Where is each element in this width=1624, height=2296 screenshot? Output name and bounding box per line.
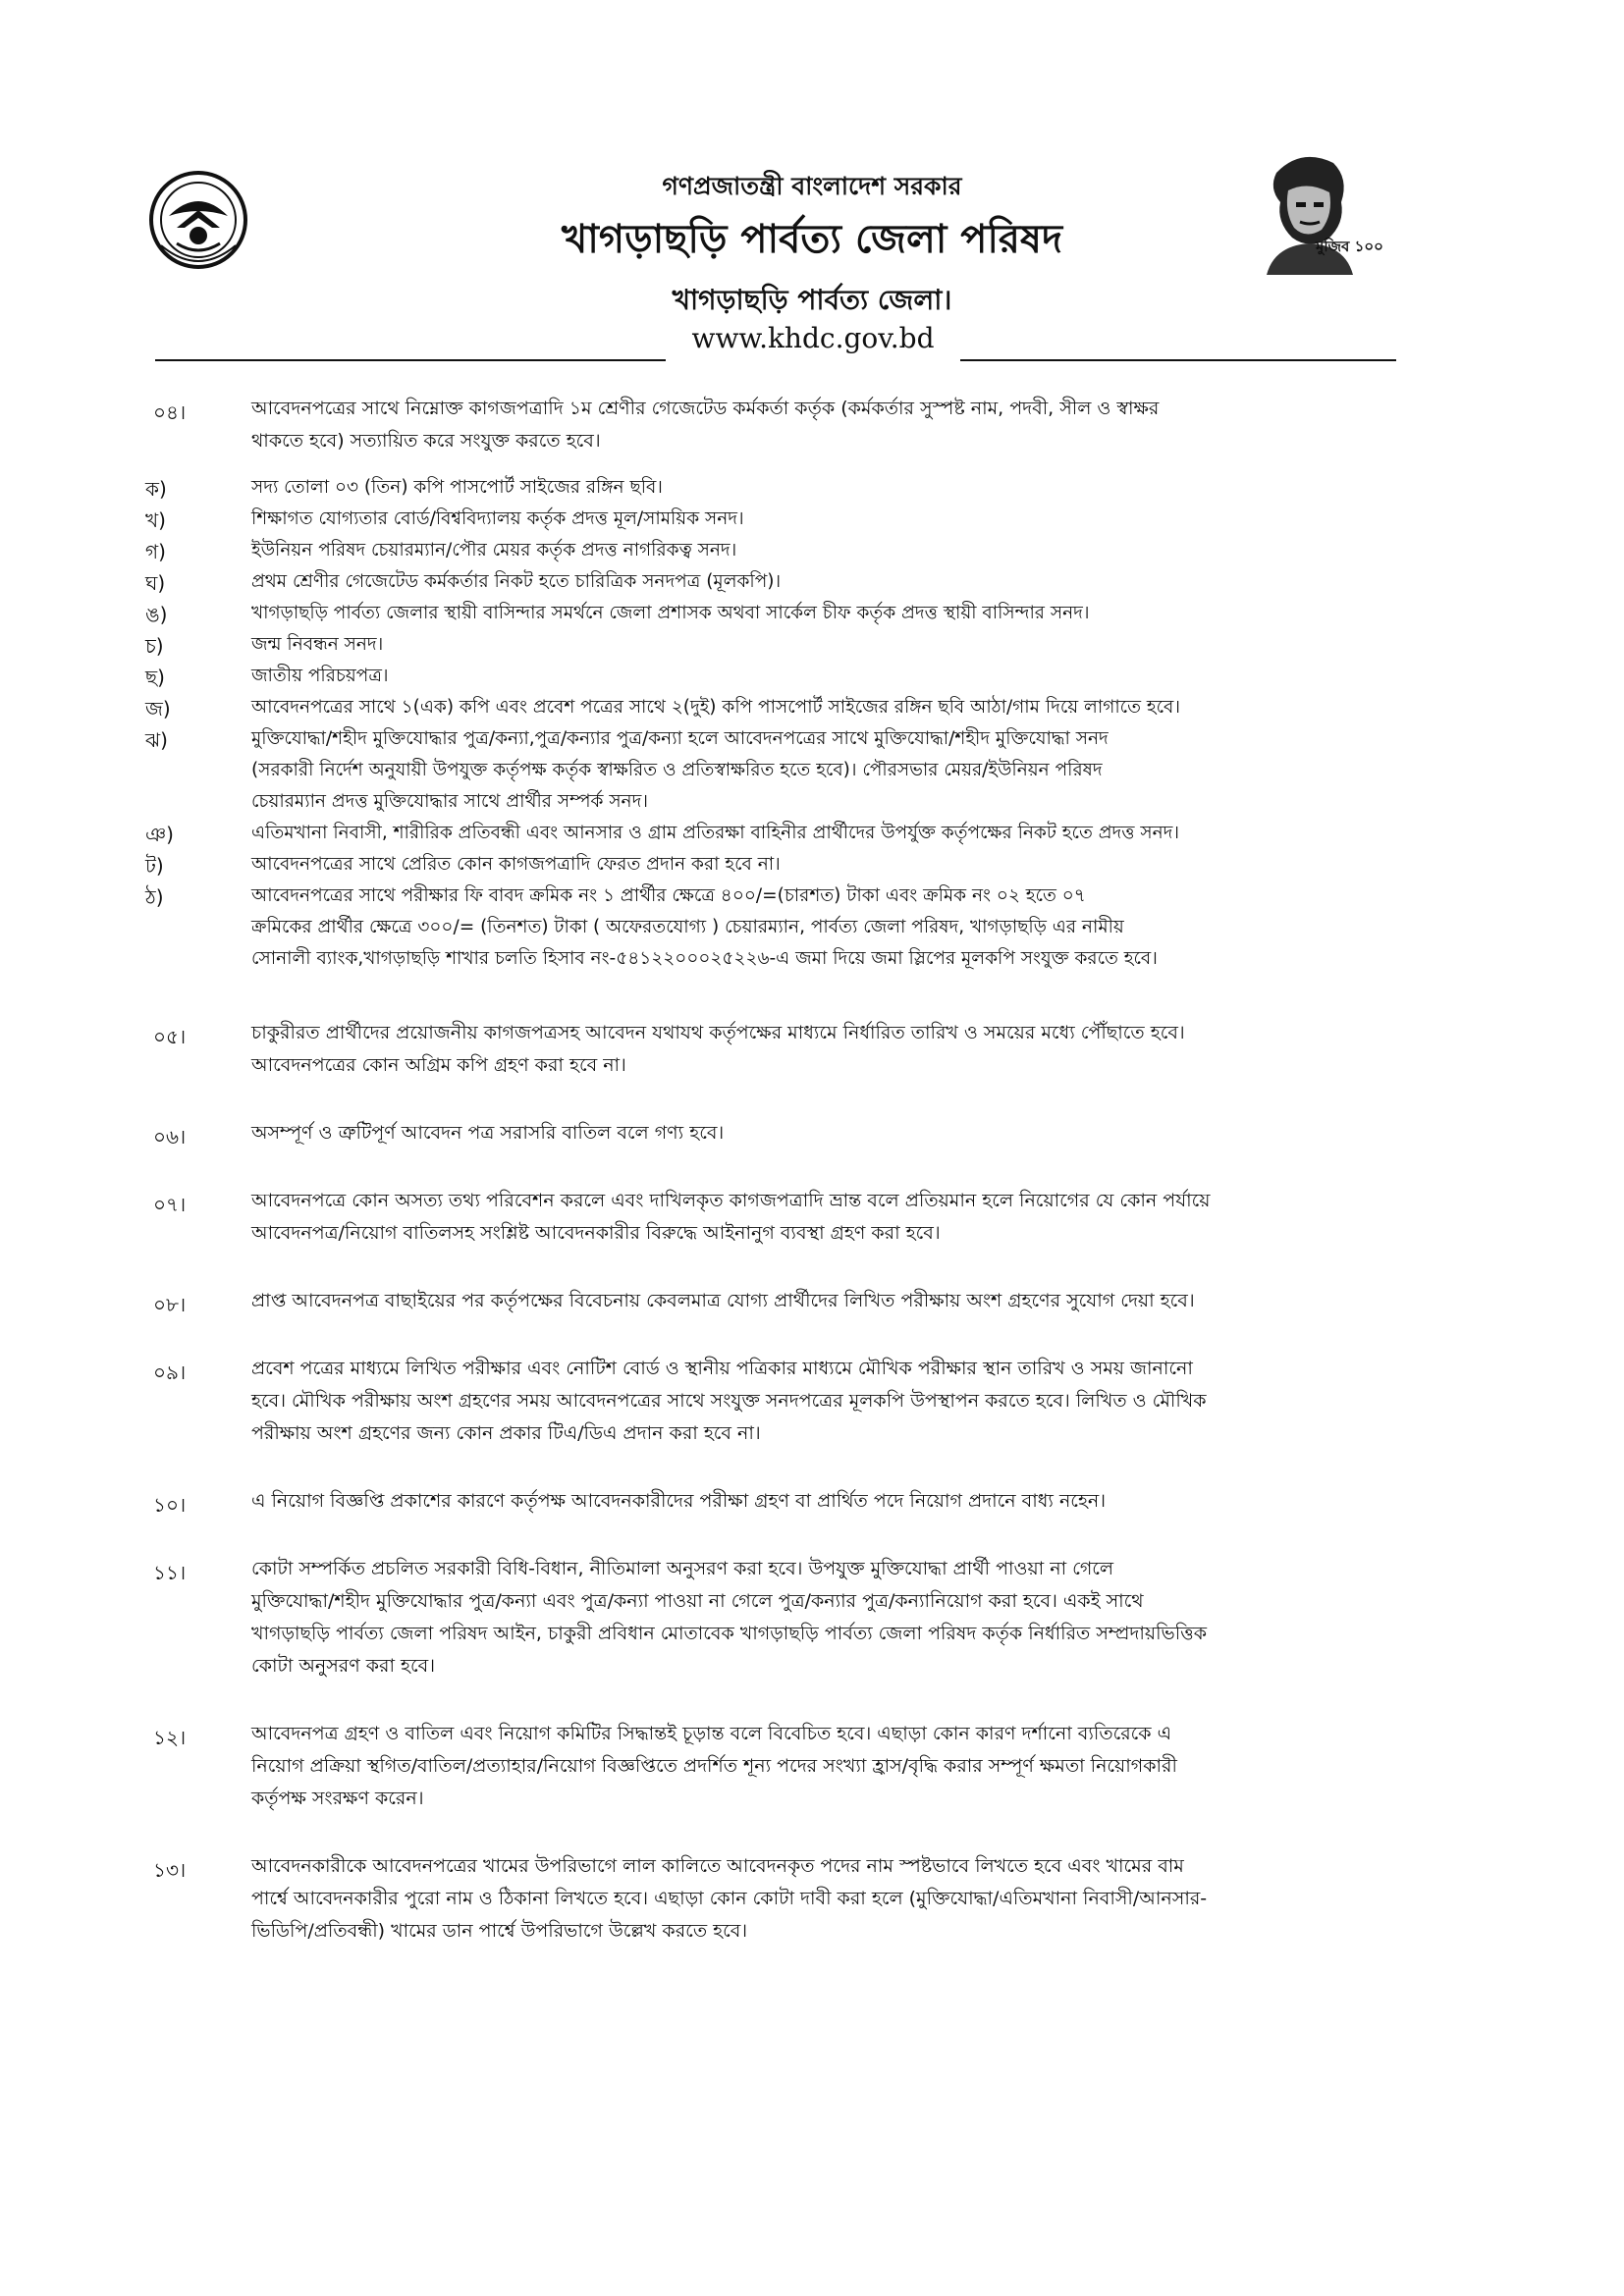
section-text-line: আবেদনপত্র গ্রহণ ও বাতিল এবং নিয়োগ কমিটির সিদ্ধান্তই চূড়ান্ত বলে বিবেচিত হবে। এছাড়া কোন কারণ দর্শানো ব্যতিরেকে এ bbox=[251, 1723, 1172, 1744]
list-item-text-line: ক্রমিকের প্রার্থীর ক্ষেত্রে ৩০০/= (তিনশত) টাকা ( অফেরতযোগ্য ) চেয়ারম্যান, পার্বত্য জেলা পরিষদ, খাগড়াছড়ি এর নামীয় bbox=[251, 917, 1124, 937]
list-item-text-line: চেয়ারম্যান প্রদত্ত মুক্তিযোদ্ধার সাথে প্রার্থীর সম্পর্ক সনদ। bbox=[251, 791, 648, 812]
list-item-text-line: জাতীয় পরিচয়পত্র। bbox=[251, 666, 389, 686]
section-number: ০৮। bbox=[153, 1293, 187, 1316]
section-text-line: আবেদনপত্র/নিয়োগ বাতিলসহ সংশ্লিষ্ট আবেদনকারীর বিরুদ্ধে আইনানুগ ব্যবস্থা গ্রহণ করা হবে। bbox=[251, 1222, 941, 1244]
section-number: ০৯। bbox=[153, 1361, 187, 1384]
section-text-line: আবেদনপত্রের কোন অগ্রিম কপি গ্রহণ করা হবে না। bbox=[251, 1054, 626, 1076]
list-item-text-line: সদ্য তোলা ০৩ (তিন) কপি পাসপোর্ট সাইজের রঙ্গিন ছবি। bbox=[251, 477, 663, 498]
letterhead bbox=[0, 0, 1624, 373]
section-text-line: হবে। মৌখিক পরীক্ষায় অংশ গ্রহণের সময় আবেদনপত্রের সাথে সংযুক্ত সনদপত্রের মূলকপি উপস্থাপন করতে হবে। লিখিত ও মৌখিক bbox=[251, 1390, 1207, 1412]
website-address: www.khdc.gov.bd bbox=[691, 322, 935, 354]
list-item-marker: ঝ) bbox=[145, 728, 168, 752]
list-item-marker: ঙ) bbox=[145, 603, 168, 626]
section-text-line: পার্শ্বে আবেদনকারীর পুরো নাম ও ঠিকানা লিখতে হবে। এছাড়া কোন কোটা দাবী করা হলে (মুক্তিযোদ্ধা/এতিমখানা নিবাসী/আনসার- bbox=[251, 1888, 1208, 1909]
section-text-line: প্রবেশ পত্রের মাধ্যমে লিখিত পরীক্ষার এবং নোটিশ বোর্ড ও স্থানীয় পত্রিকার মাধ্যমে মৌখিক পরীক্ষার স্থান তারিখ ও সময় জানানো bbox=[251, 1358, 1193, 1379]
list-item-text-line: এতিমখানা নিবাসী, শারীরিক প্রতিবন্ধী এবং আনসার ও গ্রাম প্রতিরক্ষা বাহিনীর প্রার্থীদের উপর্যুক্ত কর্তৃপক্ষের নিকট হতে প্রদত্ত সনদ। bbox=[251, 823, 1179, 843]
website-row bbox=[155, 322, 1396, 361]
list-item-text-line: ইউনিয়ন পরিষদ চেয়ারম্যান/পৌর মেয়র কর্তৃক প্রদত্ত নাগরিকত্ব সনদ। bbox=[251, 540, 737, 561]
section-number: ০৫। bbox=[153, 1025, 187, 1048]
list-item-text-line: প্রথম শ্রেণীর গেজেটেড কর্মকর্তার নিকট হতে চারিত্রিক সনদপত্র (মূলকপি)। bbox=[251, 571, 782, 592]
list-item-text-line: খাগড়াছড়ি পার্বত্য জেলার স্থায়ী বাসিন্দার সমর্থনে জেলা প্রশাসক অথবা সার্কেল চীফ কর্তৃক প্রদত্ত স্থায়ী বাসিন্দার সনদ। bbox=[251, 603, 1090, 623]
list-item-marker: ঠ) bbox=[145, 885, 164, 909]
section-text-line: মুক্তিযোদ্ধা/শহীদ মুক্তিযোদ্ধার পুত্র/কন্যা এবং পুত্র/কন্যা পাওয়া না গেলে পুত্র/কন্যার পুত্র/কন্যানিয়োগ করা হবে। একই সাথে bbox=[251, 1590, 1144, 1612]
district-line: খাগড়াছড়ি পার্বত্য জেলা। bbox=[672, 284, 952, 316]
list-item-text-line: আবেদনপত্রের সাথে ১(এক) কপি এবং প্রবেশ পত্রের সাথে ২(দুই) কপি পাসপোর্ট সাইজের রঙ্গিন ছবি আঠা/গাম দিয়ে লাগাতে হবে। bbox=[251, 697, 1180, 718]
section-text-line: প্রাপ্ত আবেদনপত্র বাছাইয়ের পর কর্তৃপক্ষের বিবেচনায় কেবলমাত্র যোগ্য প্রার্থীদের লিখিত পরীক্ষায় অংশ গ্রহণের সুযোগ দেয়া হবে। bbox=[251, 1290, 1195, 1311]
section-text-line: নিয়োগ প্রক্রিয়া স্থগিত/বাতিল/প্রত্যাহার/নিয়োগ বিজ্ঞপ্তিতে প্রদর্শিত শূন্য পদের সংখ্যা হ্রাস/বৃদ্ধি করার সম্পূর্ণ ক্ষমতা নিয়োগকারী bbox=[251, 1755, 1177, 1777]
government-line: গণপ্রজাতন্ত্রী বাংলাদেশ সরকার bbox=[662, 172, 962, 200]
section-text-line: খাগড়াছড়ি পার্বত্য জেলা পরিষদ আইন, চাকুরী প্রবিধান মোতাবেক খাগড়াছড়ি পার্বত্য জেলা পরিষদ কর্তৃক নির্ধারিত সম্প্রদায়ভিত্তিক bbox=[251, 1623, 1208, 1644]
section-number: ১০। bbox=[153, 1493, 187, 1517]
section-text-line: চাকুরীরত প্রার্থীদের প্রয়োজনীয় কাগজপত্রসহ আবেদন যথাযথ কর্তৃপক্ষের মাধ্যমে নির্ধারিত তারিখ ও সময়ের মধ্যে পৌঁছাতে হবে। bbox=[251, 1022, 1185, 1043]
section-text-line: পরীক্ষায় অংশ গ্রহণের জন্য কোন প্রকার টিএ/ডিএ প্রদান করা হবে না। bbox=[251, 1422, 761, 1444]
section-number: ০৭। bbox=[153, 1193, 187, 1216]
section-text-line: ভিডিপি/প্রতিবন্ধী) খামের ডান পার্শ্বে উপরিভাগে উল্লেখ করতে হবে। bbox=[251, 1920, 748, 1942]
list-item-marker: গ) bbox=[145, 540, 166, 563]
list-item-text-line: (সরকারী নির্দেশ অনুযায়ী উপযুক্ত কর্তৃপক্ষ কর্তৃক স্বাক্ষরিত ও প্রতিস্বাক্ষরিত হতে হবে)। পৌরসভার মেয়র/ইউনিয়ন পরিষদ bbox=[251, 760, 1103, 780]
divider bbox=[960, 359, 1396, 361]
section-text-line: কোটা সম্পর্কিত প্রচলিত সরকারী বিধি-বিধান, নীতিমালা অনুসরণ করা হবে। উপযুক্ত মুক্তিযোদ্ধা প্রার্থী পাওয়া না গেলে bbox=[251, 1558, 1114, 1579]
list-item-marker: ট) bbox=[145, 854, 164, 878]
divider bbox=[155, 359, 666, 361]
list-item-marker: ক) bbox=[145, 477, 167, 501]
list-item-text-line: আবেদনপত্রের সাথে প্রেরিত কোন কাগজপত্রাদি ফেরত প্রদান করা হবে না। bbox=[251, 854, 781, 875]
section-number: ১১। bbox=[153, 1561, 187, 1584]
list-item-text-line: আবেদনপত্রের সাথে পরীক্ষার ফি বাবদ ক্রমিক নং ১ প্রার্থীর ক্ষেত্রে ৪০০/=(চারশত) টাকা এবং ক্রমিক নং ০২ হতে ০৭ bbox=[251, 885, 1086, 906]
list-item-text-line: সোনালী ব্যাংক,খাগড়াছড়ি শাখার চলতি হিসাব নং-৫৪১২২০০০২৫২২৬-এ জমা দিয়ে জমা স্লিপের মূলকপি সংযুক্ত করতে হবে। bbox=[251, 948, 1158, 969]
section-number: ১৩। bbox=[153, 1858, 187, 1882]
list-item-marker: জ) bbox=[145, 697, 171, 721]
list-item-text-line: জন্ম নিবন্ধন সনদ। bbox=[251, 634, 384, 655]
section-text-line: আবেদনপত্রে কোন অসত্য তথ্য পরিবেশন করলে এবং দাখিলকৃত কাগজপত্রাদি ভ্রান্ত বলে প্রতিয়মান হলে নিয়োগের যে কোন পর্যায়ে bbox=[251, 1190, 1211, 1211]
mujib-100-label: মুজিব ১০০ bbox=[1316, 238, 1383, 255]
section-text-line: আবেদনকারীকে আবেদনপত্রের খামের উপরিভাগে লাল কালিতে আবেদনকৃত পদের নাম স্পষ্টভাবে লিখতে হবে এবং খামের বাম bbox=[251, 1855, 1184, 1877]
section-text-line: কর্তৃপক্ষ সংরক্ষণ করেন। bbox=[251, 1788, 424, 1809]
section-text-line: কোটা অনুসরণ করা হবে। bbox=[251, 1655, 436, 1677]
section-number: ০৬। bbox=[153, 1125, 187, 1148]
section-number: ১২। bbox=[153, 1726, 187, 1749]
list-item-marker: চ) bbox=[145, 634, 164, 658]
section-text-line: থাকতে হবে) সত্যায়িত করে সংযুক্ত করতে হবে। bbox=[251, 430, 601, 452]
list-item-text-line: মুক্তিযোদ্ধা/শহীদ মুক্তিযোদ্ধার পুত্র/কন্যা,পুত্র/কন্যার পুত্র/কন্যা হলে আবেদনপত্রের সাথে মুক্তিযোদ্ধা/শহীদ মুক্তিযোদ্ধা সনদ bbox=[251, 728, 1109, 749]
list-item-text-line: শিক্ষাগত যোগ্যতার বোর্ড/বিশ্ববিদ্যালয় কর্তৃক প্রদত্ত মূল/সাময়িক সনদ। bbox=[251, 508, 744, 529]
section-text-line: এ নিয়োগ বিজ্ঞপ্তি প্রকাশের কারণে কর্তৃপক্ষ আবেদনকারীদের পরীক্ষা গ্রহণ বা প্রার্থিত পদে নিয়োগ প্রদানে বাধ্য নহেন। bbox=[251, 1490, 1107, 1512]
section-text-line: অসম্পূর্ণ ও ত্রুটিপূর্ণ আবেদন পত্র সরাসরি বাতিল বলে গণ্য হবে। bbox=[251, 1122, 725, 1144]
council-name: খাগড়াছড়ি পার্বত্য জেলা পরিষদ bbox=[562, 217, 1062, 262]
list-item-marker: খ) bbox=[145, 508, 166, 532]
section-text-line: আবেদনপত্রের সাথে নিম্নোক্ত কাগজপত্রাদি ১ম শ্রেণীর গেজেটেড কর্মকর্তা কর্তৃক (কর্মকর্তার সুস্পষ্ট নাম, পদবী, সীল ও স্বাক্ষর bbox=[251, 398, 1160, 419]
list-item-marker: ঘ) bbox=[145, 571, 166, 595]
list-item-marker: ছ) bbox=[145, 666, 165, 689]
list-item-marker: ঞ) bbox=[145, 823, 174, 846]
section-number: ০৪। bbox=[153, 400, 187, 424]
